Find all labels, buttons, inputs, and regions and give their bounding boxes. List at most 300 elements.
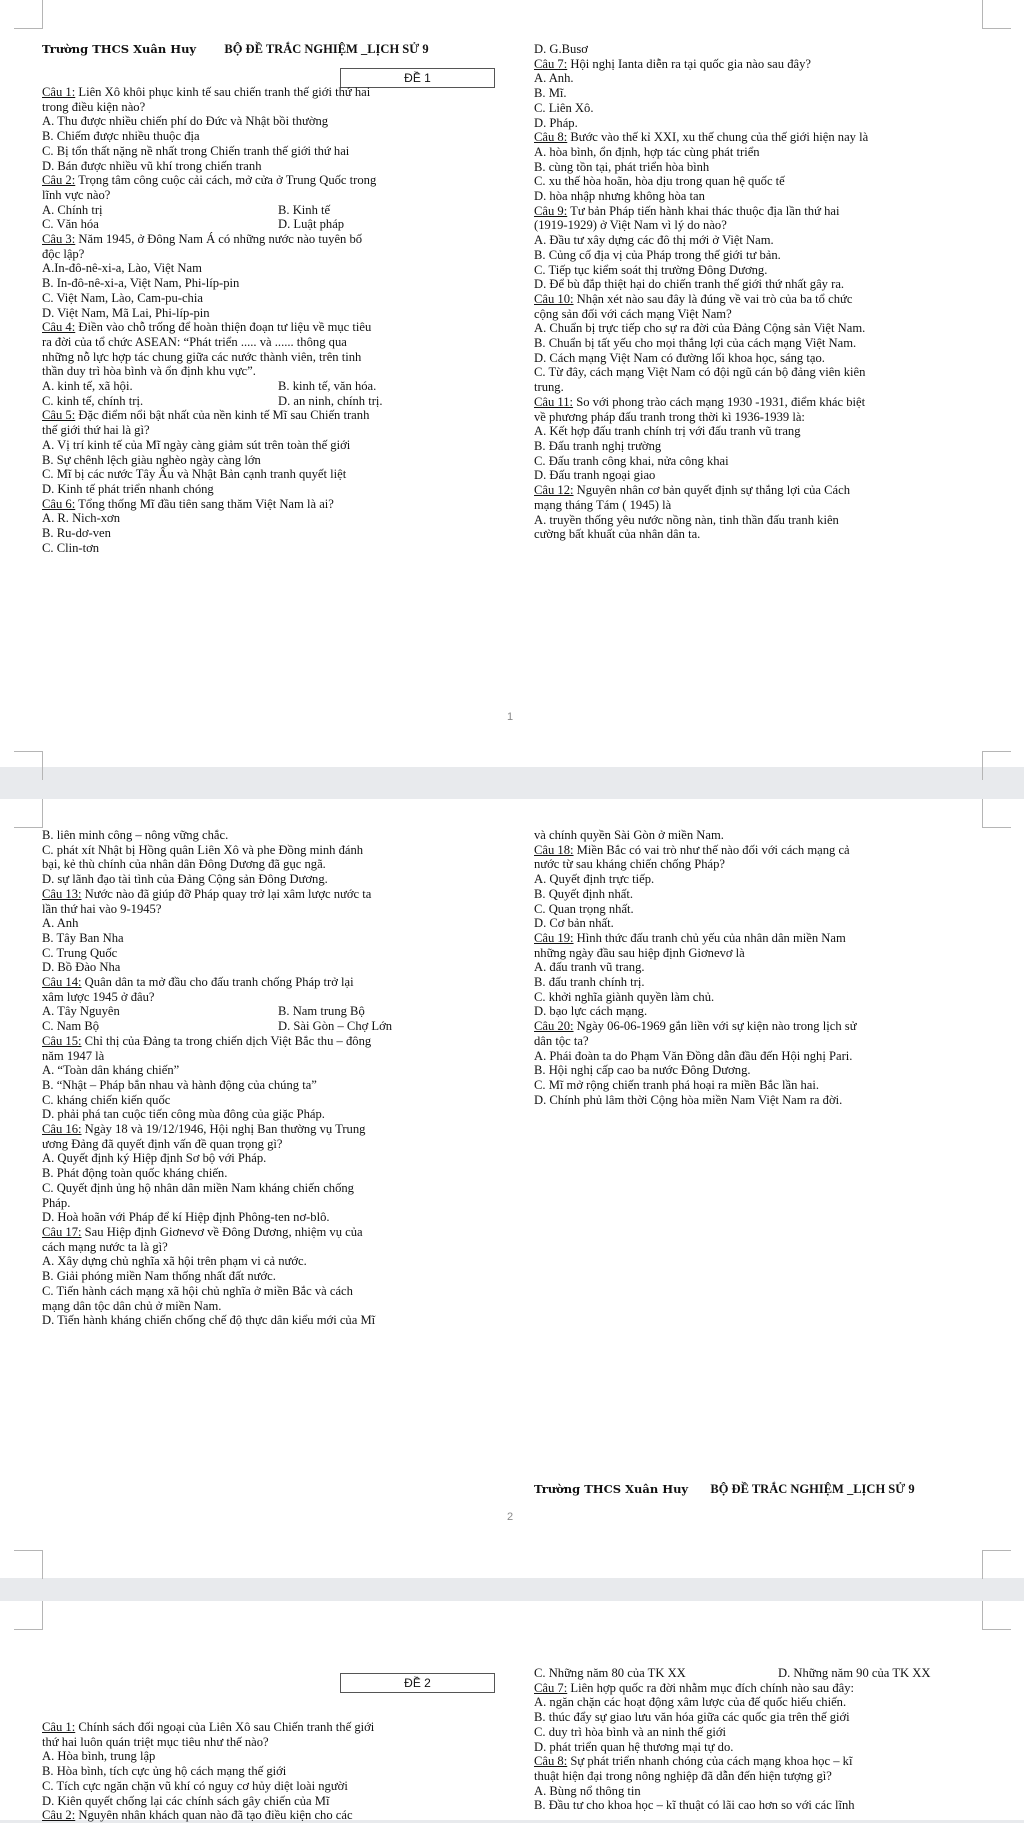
text-segment: D. Để bù đắp thiệt hại do chiến tranh thế giới thứ nhất gây ra. [534, 277, 845, 292]
text-line [534, 1078, 992, 1093]
text-segment: thế giới thứ hai là gì? [42, 423, 150, 438]
text-segment: A. Quyết định ký Hiệp định Sơ bộ với Pháp. [42, 1151, 267, 1166]
text-segment: D. hòa nhập nhưng không hòa tan [534, 189, 705, 204]
text-segment: B. Ru-dơ-ven [42, 526, 111, 541]
text-segment: Pháp. [42, 1195, 71, 1210]
text-line [42, 1269, 504, 1284]
text-line [534, 101, 992, 116]
text-line [534, 130, 992, 145]
text-line [42, 394, 504, 409]
text-line [534, 960, 992, 975]
text-segment: D. Kiên quyết chống lại các chính sách gây chiến của Mĩ [42, 1793, 330, 1808]
text-line [534, 828, 992, 843]
text-segment: Ngày 06-06-1969 gắn liền với sự kiện nào trong lịch sử [573, 1019, 857, 1034]
text-line [42, 1004, 504, 1019]
text-segment: Ngày 18 và 19/12/1946, Hội nghị Ban thường vụ Trung [81, 1122, 366, 1137]
document-page-3 [0, 1601, 1024, 1823]
text-segment: Sự phát triển nhanh chóng của cách mạng khoa học – kĩ [567, 1754, 853, 1769]
question-number: Câu 1: [42, 85, 76, 99]
text-line [42, 1063, 504, 1078]
text-segment: Tư bản Pháp tiến hành khai thác thuộc địa lần thứ hai [567, 203, 840, 218]
text-segment: Năm 1945, ở Đông Nam Á có những nước nào tuyên bố [75, 232, 363, 247]
text-segment: Tổng thống Mĩ đầu tiên sang thăm Việt Nam là ai? [75, 496, 334, 511]
text-line [42, 857, 504, 872]
right-column [534, 42, 992, 542]
text-line [42, 261, 504, 276]
text-line [42, 364, 504, 379]
text-line [42, 887, 504, 902]
text-line [534, 277, 992, 292]
text-segment: C. duy trì hòa bình và an ninh thế giới [534, 1724, 727, 1739]
question-number: Câu 5: [42, 408, 76, 423]
question-number: Câu 15: [42, 1033, 82, 1048]
text-line [534, 71, 992, 86]
text-segment: A. Anh. [534, 71, 574, 86]
text-line [42, 306, 504, 321]
text-segment: D. Cơ bản nhất. [534, 916, 614, 931]
text-line [534, 218, 992, 233]
text-segment: và chính quyền Sài Gòn ở miền Nam. [534, 828, 724, 842]
text-line [534, 380, 992, 395]
text-line [534, 1093, 992, 1108]
text-segment: C. Liên Xô. [534, 100, 594, 115]
text-segment: ra đời của tổ chức ASEAN: “Phát triển ..... và ...... thông qua [42, 334, 347, 349]
text-line [42, 159, 504, 174]
text-segment: D. Đấu tranh ngoại giao [534, 468, 656, 483]
text-segment: dân tộc ta? [534, 1033, 589, 1048]
text-line [42, 1313, 504, 1328]
text-segment: B. thúc đẩy sự giao lưu văn hóa giữa các quốc gia trên thế giới [534, 1710, 850, 1725]
text-line [42, 335, 504, 350]
text-segment: C. Trung Quốc [42, 945, 118, 960]
text-segment: A. hòa bình, ổn định, hợp tác cùng phát triển [534, 144, 760, 159]
left-column [42, 85, 504, 556]
text-line [42, 1225, 504, 1240]
text-segment: A. đấu tranh vũ trang. [534, 960, 645, 975]
text-line [42, 188, 504, 203]
page-corner-mark [982, 0, 1011, 29]
text-line [534, 160, 992, 175]
question-number: Câu 9: [534, 203, 568, 218]
text-line [534, 365, 992, 380]
text-line [42, 1151, 504, 1166]
text-line [534, 42, 992, 57]
text-line [534, 990, 992, 1005]
text-segment: B. Quyết định nhất. [534, 886, 633, 901]
text-line [42, 247, 504, 262]
question-number: Câu 2: [42, 1808, 76, 1823]
page-corner-mark [982, 1550, 1011, 1579]
page-corner-mark [982, 751, 1011, 780]
text-line [534, 1004, 992, 1019]
text-segment: B. Chiếm được nhiều thuộc địa [42, 129, 200, 144]
text-segment: D. Tiến hành kháng chiến chống chế độ thực dân kiểu mới của Mĩ [42, 1313, 376, 1328]
question-number: Câu 18: [534, 842, 574, 857]
text-line [534, 395, 992, 410]
text-segment: những nỗ lực hợp tác chung giữa các nước thành viên, trên tinh [42, 349, 362, 364]
text-segment: cộng sản đối với cách mạng Việt Nam? [534, 306, 732, 321]
text-line [42, 379, 504, 394]
text-line [42, 144, 504, 159]
text-segment: C. Đấu tranh công khai, nửa công khai [534, 453, 729, 468]
text-line [42, 1284, 504, 1299]
text-segment: năm 1947 là [42, 1048, 105, 1063]
text-line [534, 1034, 992, 1049]
page-corner-mark [14, 799, 43, 828]
text-segment: D. phải phá tan cuộc tiến công mùa đông của giặc Pháp. [42, 1107, 325, 1122]
text-segment: A. Quyết định trực tiếp. [534, 872, 655, 887]
question-number: Câu 12: [534, 483, 574, 498]
text-segment: C. Mĩ mở rộng chiến tranh phá hoại ra miền Bắc lần hai. [534, 1077, 820, 1092]
text-line [534, 248, 992, 263]
text-segment: thứ hai luôn quán triệt mục tiêu như thế nào? [42, 1734, 269, 1749]
text-line [42, 1254, 504, 1269]
text-segment: C. Quan trọng nhất. [534, 901, 634, 916]
text-line [534, 321, 992, 336]
text-segment: nước từ sau kháng chiến chống Pháp? [534, 857, 725, 872]
text-line [534, 145, 992, 160]
question-number: Câu 7: [534, 1680, 568, 1695]
text-line [534, 351, 992, 366]
page-corner-mark [14, 1601, 43, 1630]
text-line [42, 291, 504, 306]
text-segment: B. Mĩ. [534, 86, 567, 101]
text-line [534, 1695, 992, 1710]
text-line [42, 1794, 504, 1809]
text-line [42, 173, 504, 188]
document-page-1 [0, 0, 1024, 767]
text-line [42, 511, 504, 526]
text-line [42, 85, 504, 100]
text-line [534, 1019, 992, 1034]
text-segment: Nguyên nhân cơ bản quyết định sự thắng lợi của Cách [573, 483, 851, 498]
exam-label: ĐỀ 1 [340, 68, 495, 88]
page-header [42, 42, 429, 57]
text-line [534, 307, 992, 322]
text-line [42, 931, 504, 946]
text-line [42, 482, 504, 497]
text-line [534, 1049, 992, 1064]
text-line [42, 497, 504, 512]
text-segment: C. Clin-tơn [42, 540, 100, 555]
text-segment: D. Việt Nam, Mã Lai, Phi-líp-pin [42, 305, 210, 320]
text-segment: A. Hòa bình, trung lập [42, 1749, 156, 1764]
text-segment: A. R. Nich-xơn [42, 511, 121, 526]
text-segment: A. Chính trị [42, 202, 103, 217]
text-segment: B. Tây Ban Nha [42, 930, 124, 945]
text-line [42, 203, 504, 218]
text-line [534, 1725, 992, 1740]
text-segment: A. Tây Nguyên [42, 1004, 120, 1019]
text-segment: B. Nam trung Bộ [278, 1004, 365, 1019]
text-line [534, 336, 992, 351]
text-segment: C. Tiến hành cách mạng xã hội chủ nghĩa ở miền Bắc và cách [42, 1283, 353, 1298]
text-segment: Chính sách đối ngoại của Liên Xô sau Chiến tranh thế giới [75, 1720, 375, 1734]
text-segment: D. Luật pháp [278, 217, 345, 232]
text-segment: Miền Bắc có vai trò như thế nào đối với cách mạng cả [573, 842, 850, 857]
text-segment: thần duy trì hòa bình và ổn định khu vực”. [42, 364, 256, 379]
text-segment: xâm lược 1945 ở đâu? [42, 989, 155, 1004]
text-segment: C. Từ đây, cách mạng Việt Nam có đội ngũ cán bộ đảng viên kiên [534, 365, 866, 380]
text-line [42, 843, 504, 858]
text-segment: Nguyên nhân khách quan nào đã tạo điều kiện cho các [75, 1808, 353, 1823]
question-number: Câu 19: [534, 930, 574, 945]
text-segment: độc lập? [42, 246, 85, 261]
text-line [534, 857, 992, 872]
question-number: Câu 10: [534, 291, 574, 306]
text-segment: C. Việt Nam, Lào, Cam-pu-chia [42, 290, 203, 305]
text-segment: D. phát triển quan hệ thương mại tự do. [534, 1739, 734, 1754]
text-segment: C. Mĩ bị các nước Tây Âu và Nhật Bản cạnh tranh quyết liệt [42, 467, 347, 482]
text-line [42, 990, 504, 1005]
text-segment: C. Bị tổn thất nặng nề nhất trong Chiến tranh thế giới thứ hai [42, 143, 350, 158]
text-line [42, 1166, 504, 1181]
text-segment: C. Nam Bộ [42, 1019, 100, 1034]
text-line [42, 1749, 504, 1764]
text-line [42, 1735, 504, 1750]
text-line [534, 1740, 992, 1755]
text-line [42, 541, 504, 556]
text-line [42, 1093, 504, 1108]
text-segment: B. kinh tế, văn hóa. [278, 379, 377, 394]
text-segment: B. liên minh công – nông vững chắc. [42, 828, 229, 842]
text-line [534, 86, 992, 101]
text-segment: C. phát xít Nhật bị Hồng quân Liên Xô và phe Đồng minh đánh [42, 842, 364, 857]
text-line [534, 233, 992, 248]
text-segment: về phương pháp đấu tranh trong thời kì 1936-1939 là: [534, 409, 805, 424]
text-line [42, 100, 504, 115]
right-column [534, 828, 992, 1107]
text-line [42, 1764, 504, 1779]
text-line [534, 887, 992, 902]
text-line [534, 410, 992, 425]
text-line [534, 204, 992, 219]
text-line [42, 946, 504, 961]
page-corner-mark [982, 1601, 1011, 1630]
page-corner-mark [14, 751, 43, 780]
text-line [534, 468, 992, 483]
text-segment: mạng dân tộc dân chủ ở miền Nam. [42, 1298, 222, 1313]
question-number: Câu 3: [42, 232, 76, 247]
question-number: Câu 8: [534, 130, 568, 145]
text-segment: A. Đầu tư xây dựng các đô thị mới ở Việt Nam. [534, 233, 774, 248]
text-segment: D. Hoà hoãn với Pháp để kí Hiệp định Phông-ten nơ-blô. [42, 1210, 330, 1225]
text-line [42, 114, 504, 129]
text-segment: Điền vào chỗ trống để hoàn thiện đoạn tư liệu về mục tiêu [75, 320, 372, 335]
text-segment: B. In-đô-nê-xi-a, Việt Nam, Phi-líp-pin [42, 276, 240, 291]
text-line [534, 1784, 992, 1799]
text-line [534, 946, 992, 961]
text-segment: A. Thu được nhiều chiến phí do Đức và Nhật bồi thường [42, 114, 329, 129]
text-line [42, 438, 504, 453]
text-line [42, 902, 504, 917]
text-segment: Trọng tâm công cuộc cải cách, mở cửa ở Trung Quốc trong [75, 173, 377, 188]
question-number: Câu 1: [42, 1720, 76, 1734]
text-line [42, 872, 504, 887]
text-line [42, 1078, 504, 1093]
text-line [42, 1107, 504, 1122]
text-line [42, 217, 504, 232]
text-segment: B. Kinh tế [278, 202, 331, 217]
text-line [534, 424, 992, 439]
text-line [42, 526, 504, 541]
text-segment: cường bất khuất của nhân dân ta. [534, 527, 701, 542]
text-segment: Liên Xô khôi phục kinh tế sau chiến tranh thế giới thứ hai [75, 85, 371, 99]
page-corner-mark [14, 0, 43, 29]
text-segment: B. cùng tồn tại, phát triển hòa bình [534, 159, 710, 174]
text-segment: D. Kinh tế phát triển nhanh chóng [42, 481, 214, 496]
page-header [534, 1482, 915, 1497]
text-segment: Chỉ thị của Đảng ta trong chiến dịch Việt Bắc thu – đông [81, 1033, 372, 1048]
text-line [42, 1808, 504, 1823]
text-segment: B. Sự chênh lệch giàu nghèo ngày càng lớn [42, 452, 261, 467]
text-segment: D. Những năm 90 của TK XX [778, 1666, 931, 1680]
left-column [42, 828, 504, 1328]
text-segment: D. Chính phủ lâm thời Cộng hòa miền Nam Việt Nam ra đời. [534, 1092, 843, 1107]
text-line [42, 1049, 504, 1064]
question-number: Câu 7: [534, 56, 568, 71]
text-segment: Hình thức đấu tranh chủ yếu của nhân dân miền Nam [573, 930, 846, 945]
question-number: Câu 6: [42, 496, 76, 511]
text-segment: D. Cách mạng Việt Nam có đường lối khoa học, sáng tạo. [534, 350, 825, 365]
text-line [42, 1181, 504, 1196]
page-corner-mark [982, 799, 1011, 828]
header-title: BỘ ĐỀ TRẮC NGHIỆM _LỊCH SỬ 9 [710, 1482, 915, 1496]
text-segment: D. sự lãnh đạo tài tình của Đảng Cộng sản Đông Dương. [42, 872, 328, 887]
text-segment: A. Kết hợp đấu tranh chính trị với đấu tranh vũ trang [534, 424, 801, 439]
text-line [42, 916, 504, 931]
text-segment: A. Bùng nổ thông tin [534, 1783, 641, 1798]
text-segment: B. Chuẩn bị tất yếu cho mọi thắng lợi của cách mạng Việt Nam. [534, 336, 857, 351]
text-line [534, 263, 992, 278]
text-line [534, 931, 992, 946]
text-line [534, 1710, 992, 1725]
text-segment: C. Văn hóa [42, 217, 99, 232]
text-segment: những ngày đầu sau hiệp định Giơnevơ là [534, 945, 745, 960]
text-segment: cách mạng nước ta là gì? [42, 1239, 168, 1254]
text-segment: A. Phái đoàn ta do Phạm Văn Đồng dẫn đầu đến Hội nghị Pari. [534, 1048, 853, 1063]
text-segment: C. Tích cực ngăn chặn vũ khí có nguy cơ hủy diệt loài người [42, 1778, 348, 1793]
text-segment: Nhận xét nào sau đây là đúng về vai trò của ba tổ chức [573, 291, 853, 306]
header-school: Trường THCS Xuân Huy [534, 1482, 689, 1496]
question-number: Câu 16: [42, 1122, 82, 1137]
text-line [534, 527, 992, 542]
header-school: Trường THCS Xuân Huy [42, 42, 197, 56]
text-line [534, 1681, 992, 1696]
question-number: Câu 14: [42, 975, 82, 990]
text-line [534, 189, 992, 204]
text-segment: trung. [534, 380, 564, 395]
text-line [42, 129, 504, 144]
text-line [42, 232, 504, 247]
text-segment: A. Xây dựng chủ nghĩa xã hội trên phạm vi cả nước. [42, 1254, 307, 1269]
question-number: Câu 20: [534, 1019, 574, 1034]
text-segment: lĩnh vực nào? [42, 187, 111, 202]
text-segment: C. Tiếp tục kiểm soát thị trường Đông Dương. [534, 262, 768, 277]
text-segment: C. Những năm 80 của TK XX [534, 1666, 686, 1680]
text-line [42, 1137, 504, 1152]
text-segment: A. truyền thống yêu nước nồng nàn, tinh thần đấu tranh kiên [534, 512, 839, 527]
text-line [534, 57, 992, 72]
text-segment: B. Củng cố địa vị của Pháp trong thế giới tư bản. [534, 247, 781, 262]
text-segment: Bước vào thế kỉ XXI, xu thế chung của thế giới hiện nay là [567, 130, 869, 145]
text-line [534, 916, 992, 931]
text-line [42, 1122, 504, 1137]
text-segment: B. “Nhật – Pháp bắn nhau và hành động của chúng ta” [42, 1077, 317, 1092]
text-segment: Nước nào đã giúp đỡ Pháp quay trở lại xâm lược nước ta [81, 886, 372, 901]
text-line [42, 467, 504, 482]
text-line [42, 1034, 504, 1049]
text-segment: B. Đấu tranh nghị trường [534, 438, 662, 453]
text-segment: A. Anh [42, 916, 79, 931]
page-number: 2 [507, 1511, 514, 1523]
text-segment: Sau Hiệp định Giơnevơ về Đông Dương, nhiệm vụ của [81, 1224, 363, 1239]
text-line [42, 975, 504, 990]
text-line [42, 1019, 504, 1034]
text-segment: B. Đầu tư cho khoa học – kĩ thuật có lãi cao hơn so với các lĩnh [534, 1798, 855, 1813]
text-segment: A.In-đô-nê-xi-a, Lào, Việt Nam [42, 261, 202, 276]
document-page-2 [0, 799, 1024, 1578]
text-line [42, 320, 504, 335]
text-line [42, 1299, 504, 1314]
text-segment: C. xu thế hòa hoãn, hòa dịu trong quan hệ quốc tế [534, 174, 785, 189]
text-segment: bại, kẻ thù chính của nhân dân Đông Dương đã gục ngã. [42, 857, 326, 872]
text-segment: A. ngăn chặn các hoạt động xâm lược của đế quốc hiếu chiến. [534, 1695, 847, 1710]
text-line [42, 453, 504, 468]
page-corner-mark [14, 1550, 43, 1579]
text-segment: B. đấu tranh chính trị. [534, 975, 645, 990]
text-segment: So với phong trào cách mạng 1930 -1931, điểm khác biệt [573, 394, 866, 409]
text-line [534, 483, 992, 498]
text-segment: D. an ninh, chính trị. [278, 393, 383, 408]
text-segment: D. Bán được nhiều vũ khí trong chiến tranh [42, 158, 262, 173]
text-line [534, 1754, 992, 1769]
text-segment: A. “Toàn dân kháng chiến” [42, 1063, 180, 1078]
text-segment: D. G.Busơ [534, 42, 588, 56]
right-column [534, 1666, 992, 1813]
text-segment: Đặc điểm nổi bật nhất của nền kinh tế Mĩ sau Chiến tranh [75, 408, 370, 423]
text-segment: (1919-1929) ở Việt Nam vì lý do nào? [534, 218, 727, 233]
text-segment: lần thứ hai vào 9-1945? [42, 901, 162, 916]
text-segment: Quân dân ta mở đầu cho đấu tranh chống Pháp trở lại [81, 975, 354, 990]
text-segment: B. Hội nghị cấp cao ba nước Đông Dương. [534, 1063, 751, 1078]
text-line [534, 116, 992, 131]
text-line [42, 350, 504, 365]
text-line [534, 498, 992, 513]
text-line [534, 843, 992, 858]
question-number: Câu 4: [42, 320, 76, 335]
text-segment: D. Sài Gòn – Chợ Lớn [278, 1019, 393, 1034]
text-line [534, 1666, 992, 1681]
question-number: Câu 8: [534, 1754, 568, 1769]
text-line [534, 174, 992, 189]
text-line [42, 276, 504, 291]
header-title: BỘ ĐỀ TRẮC NGHIỆM _LỊCH SỬ 9 [224, 42, 429, 56]
text-segment: B. Hòa bình, tích cực ủng hộ cách mạng thế giới [42, 1764, 287, 1779]
left-column [42, 1720, 504, 1823]
page-number: 1 [507, 711, 514, 723]
exam-label: ĐỀ 2 [340, 1673, 495, 1693]
text-line [42, 960, 504, 975]
text-line [534, 1798, 992, 1813]
text-line [534, 1063, 992, 1078]
text-line [534, 902, 992, 917]
text-segment: B. Phát động toàn quốc kháng chiến. [42, 1166, 228, 1181]
text-line [534, 292, 992, 307]
text-segment: D. Pháp. [534, 115, 578, 130]
text-line [534, 454, 992, 469]
text-line [42, 1720, 504, 1735]
